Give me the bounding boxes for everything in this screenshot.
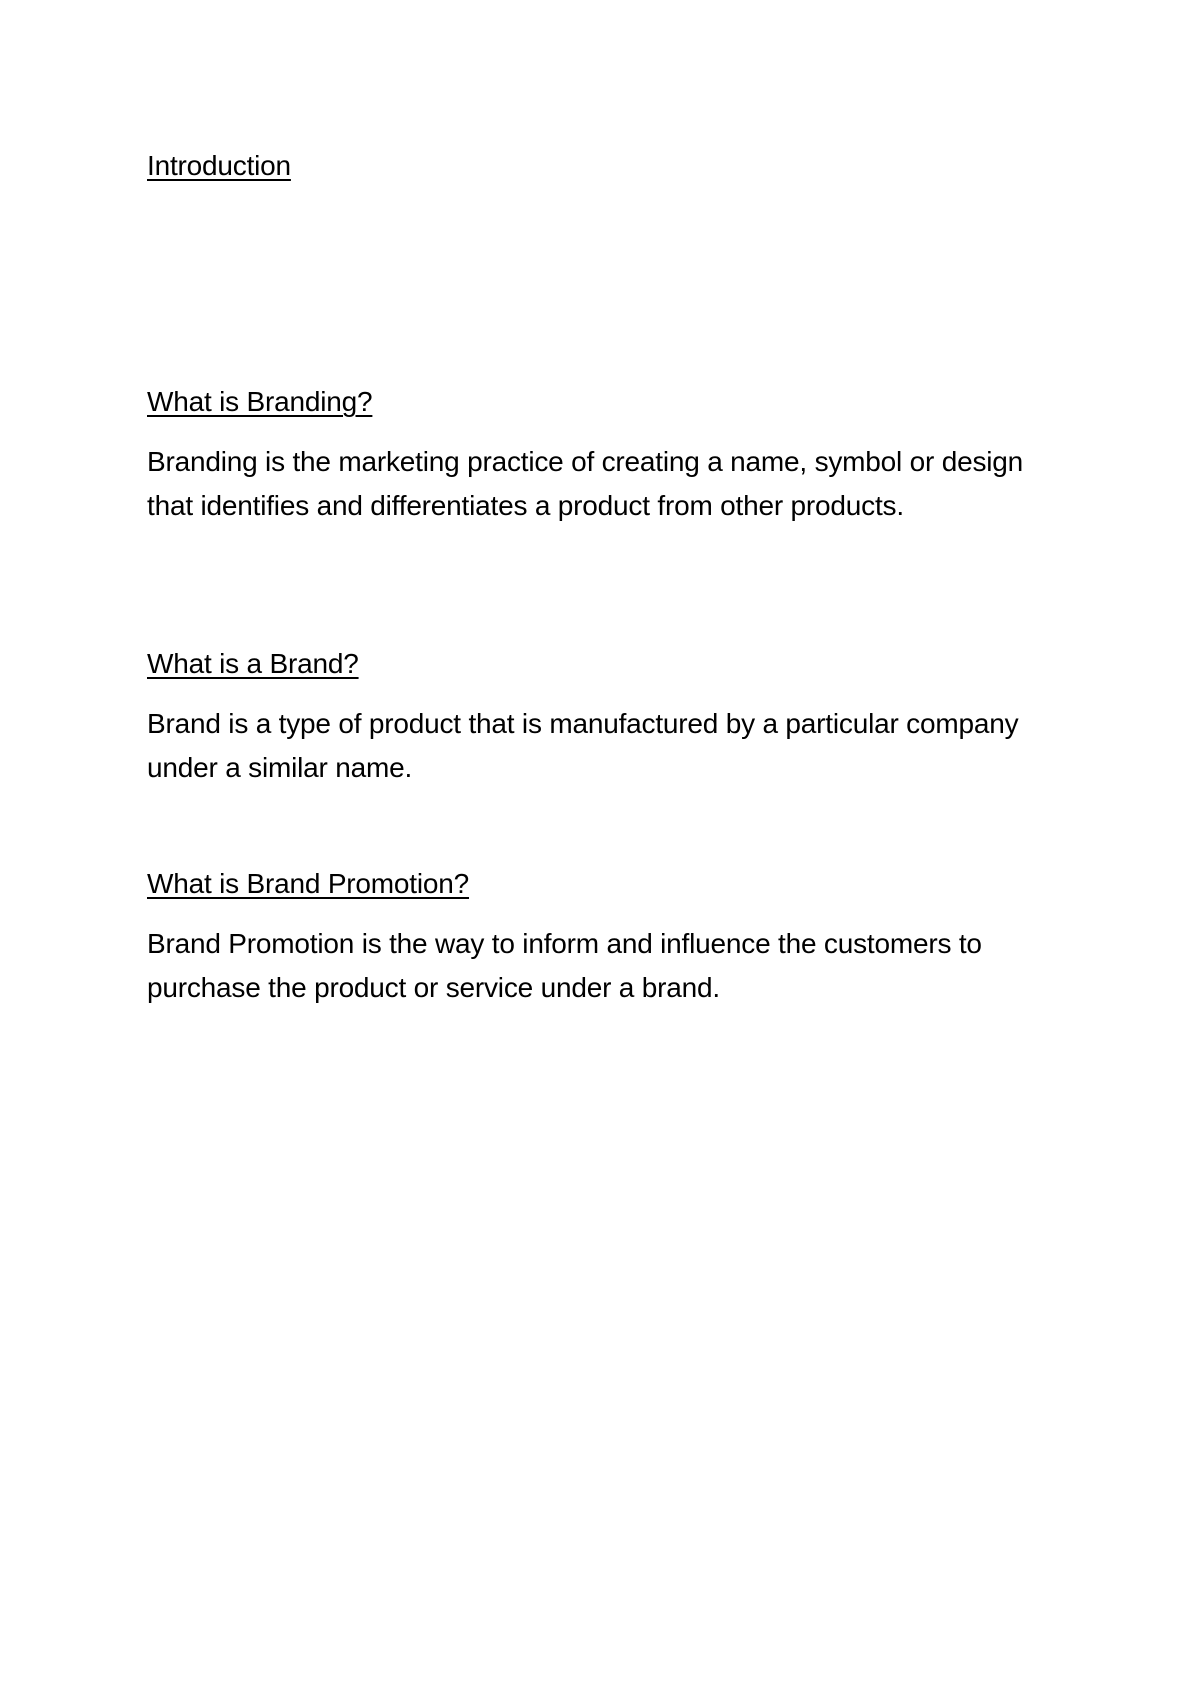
heading-what-is-branding: What is Branding? bbox=[147, 386, 373, 417]
paragraph-brand-promotion-definition: Brand Promotion is the way to inform and influence the customers to purchase the product or service under a brand. bbox=[147, 928, 982, 1003]
paragraph-branding-definition: Branding is the marketing practice of creating a name, symbol or design that identifies and differentiates a product from other products. bbox=[147, 446, 1024, 521]
heading-what-is-brand-promotion: What is Brand Promotion? bbox=[147, 868, 470, 899]
paragraph-brand-definition: Brand is a type of product that is manufactured by a particular company under a similar name. bbox=[147, 708, 1019, 783]
heading-introduction: Introduction bbox=[147, 150, 291, 181]
heading-what-is-a-brand: What is a Brand? bbox=[147, 648, 359, 679]
